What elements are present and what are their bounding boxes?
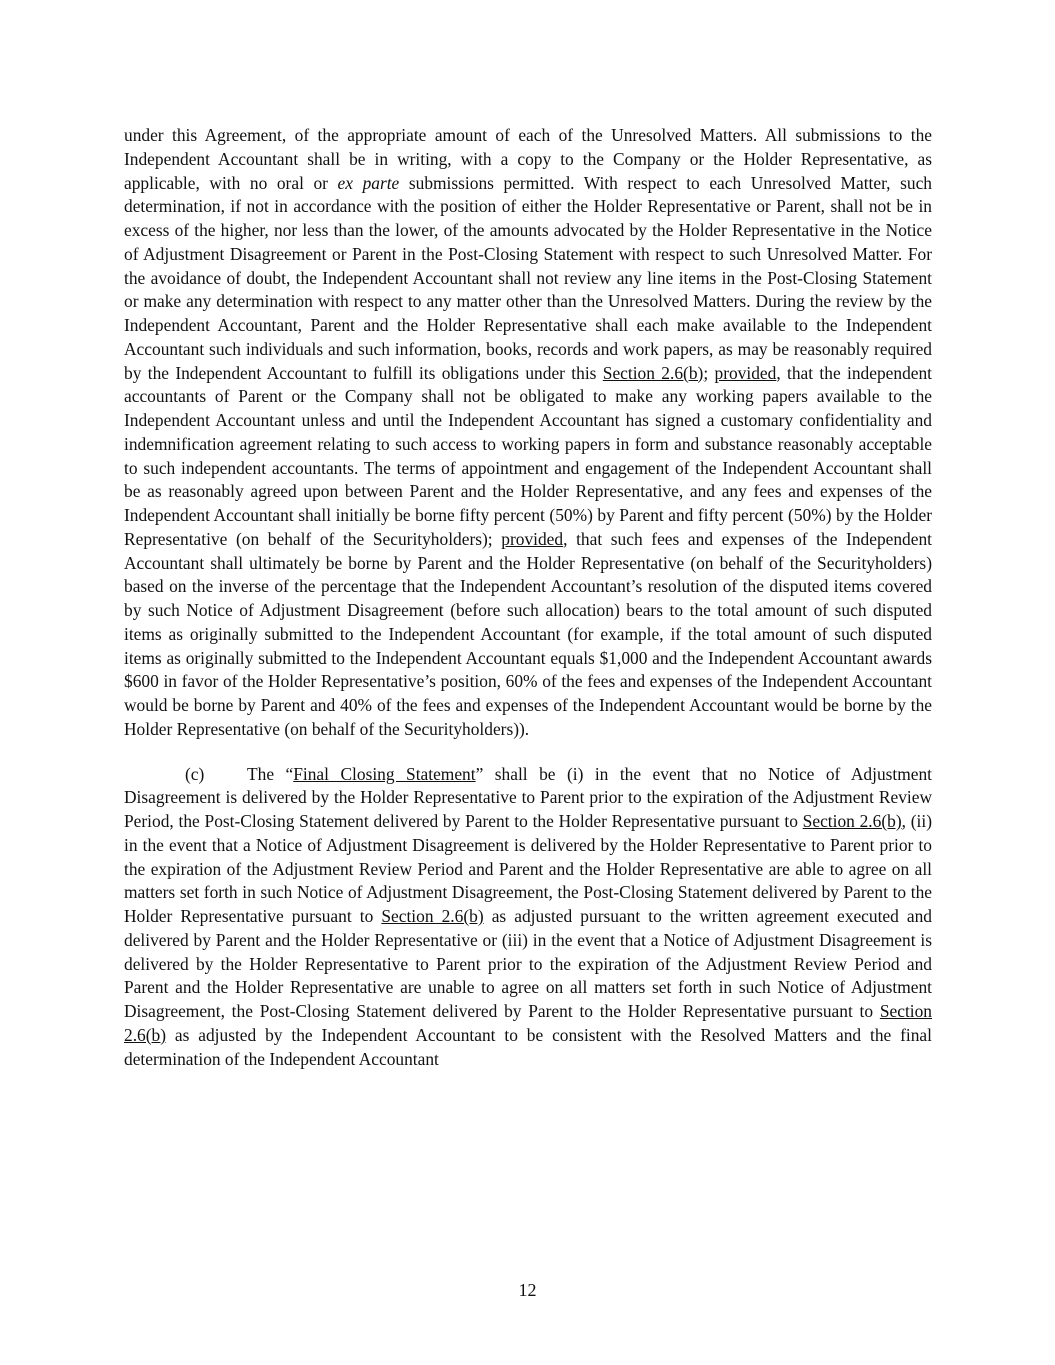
section-reference: Section 2.6(b): [381, 906, 484, 926]
text-run: , that such fees and expenses of the Independent Accountant shall ultimately be borne by Parent and the Holder Representative (on behalf of the Securityholders) based on the inverse of the percentage that the Independent Accountant’s resolution of the disputed items covered by such Notice of Adjustment Disagreement (before such allocation) bears to the total amount of such disputed items as originally submitted to the Independent Accountant (for example, if the total amount of such disputed items as originally submitted to the Independent Accountant equals $1,000 and the Independent Accountant awards $600 in favor of the Holder Representative’s position, 60% of the fees and expenses of the Independent Accountant would be borne by Parent and 40% of the fees and expenses of the Independent Accountant would be borne by the Holder Representative (on behalf of the Securityholders)).: [124, 528, 933, 739]
text-run: as adjusted by the Independent Accountant to be consistent with the Resolved Matters and the final determination of the Independent Accountant: [124, 1024, 932, 1069]
text-run: ” shall be (i) in the event that no Notice of Adjustment Disagreement is delivered by the Holder Representative to Parent prior to the expiration of the Adjustment Review Period, the Post-Closing Statement delivered by Parent to the Holder Representative pursuant to: [124, 763, 933, 831]
italic-term-ex-parte: ex parte: [337, 172, 400, 193]
text-run: ;: [703, 362, 715, 383]
page-number: 12: [518, 1280, 537, 1300]
text-run: as adjusted pursuant to the written agreement executed and delivered by Parent and the Holder Representative or (iii) in the event that a Notice of Adjustment Disagreement is delivered by the Holder Representative to Parent prior to the expiration of the Adjustment Review Period and Parent and the Holder Representative are unable to agree on all matters set forth in such Notice of Adjustment Disagreement, the Post-Closing Statement delivered by Parent to the Holder Representative pursuant to: [124, 906, 933, 1021]
section-reference: Section 2.6(b): [124, 1001, 932, 1045]
text-run: , that the independent accountants of Parent or the Company shall not be obligated to make any working papers available to the Independent Accountant unless and until the Independent Accountant has signed a customary confidentiality and indemnification agreement relating to such access to working papers in form and substance reasonably acceptable to such independent accountants. The terms of appointment and engagement of the Independent Accountant shall be as reasonably agreed upon between Parent and the Holder Representative, and any fees and expenses of the Independent Accountant shall initially be borne fifty percent (50%) by Parent and fifty percent (50%) by the Holder Representative (on behalf of the Securityholders);: [124, 362, 933, 549]
text-run: , (ii) in the event that a Notice of Adjustment Disagreement is delivered by the Holder Representative to Parent prior to the expiration of the Adjustment Review Period and Parent and the Holder Representative are able to agree on all matters set forth in such Notice of Adjustment Disagreement, the Post-Closing Statement delivered by Parent to the Holder Representative pursuant to: [124, 811, 932, 926]
text-run: submissions permitted. With respect to each Unresolved Matter, such determination, if not in accordance with the position of either the Holder Representative or Parent, shall not be in excess of the higher, nor less than the lower, of the amounts advocated by the Holder Representative in the Notice of Adjustment Disagreement or Parent in the Post-Closing Statement with respect to such Unresolved Matter. For the avoidance of doubt, the Independent Accountant shall not review any line items in the Post-Closing Statement or make any determination with respect to any matter other than the Unresolved Matters. During the review by the Independent Accountant, Parent and the Holder Representative shall each make available to the Independent Accountant such individuals and such information, books, records and work papers, as may be reasonably required by the Independent Accountant to fulfill its obligations under this: [124, 172, 932, 383]
defined-term-final-closing-statement: Final Closing Statement: [293, 763, 476, 784]
document-page: [124, 124, 932, 1071]
provided-term: provided: [714, 362, 777, 383]
paragraph-c: [124, 763, 932, 1072]
paragraph-b-continuation: [124, 124, 932, 742]
section-reference: Section 2.6(b): [602, 362, 704, 383]
paragraph-label: (c): [185, 763, 205, 784]
text-run: under this Agreement, of the appropriate amount of each of the Unresolved Matters. All submissions to the Independent Accountant shall be in writing, with a copy to the Company or the Holder Representative, as applicable, with no oral or: [124, 125, 932, 193]
provided-term: provided: [501, 528, 564, 549]
section-reference: Section 2.6(b): [802, 811, 902, 831]
text-run: The “: [247, 763, 294, 784]
